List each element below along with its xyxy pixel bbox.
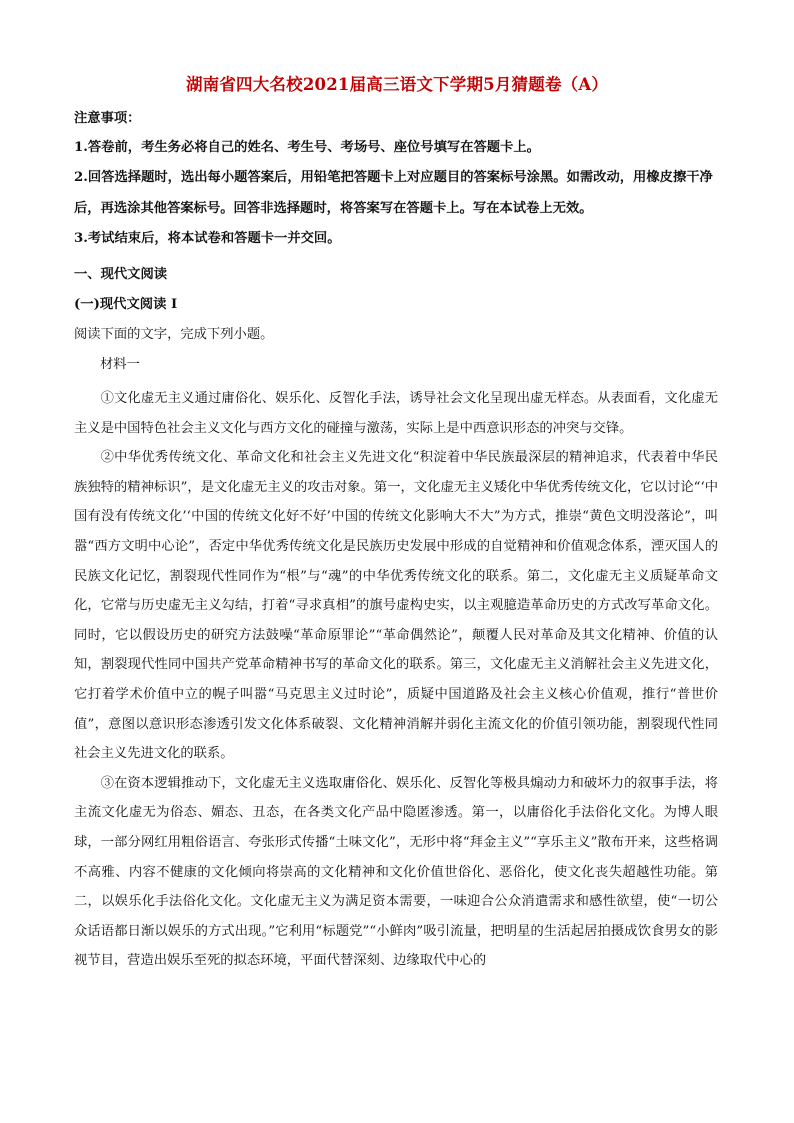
document-title: 湖南省四大名校2021届高三语文下学期5月猜题卷（A） <box>185 75 609 94</box>
instruction-text: 阅读下面的文字，完成下列小题。 <box>74 327 274 342</box>
notice-heading: 注意事项： <box>74 111 141 126</box>
notice-item-3: 3.考试结束后，将本试卷和答题卡一并交回。 <box>74 230 341 246</box>
notice-list <box>74 133 718 254</box>
notice-item-2: 2.回答选择题时，选出每小题答案后，用铅笔把答题卡上对应题目的答案标号涂黑。如需改动，用橡皮擦干净后，再选涂其他答案标号。回答非选择题时，将答案写在答题卡上。写在本试卷上无效。 <box>74 170 713 216</box>
paragraph-1: ①文化虚无主义通过庸俗化、娱乐化、反智化手法，诱导社会文化呈现出虚无样态。从表面看，文化虚无主义是中国特色社会主义文化与西方文化的碰撞与激荡，实际上是中西意识形态的冲突与交锋。 <box>74 391 718 436</box>
material-label: 材料一 <box>100 357 140 372</box>
section-heading: 一、现代文阅读 <box>74 267 168 282</box>
paragraph-3: ③在资本逻辑推动下，文化虚无主义选取庸俗化、娱乐化、反智化等极具煽动力和破坏力的叙事手法，将主流文化虚无为俗态、媚态、丑态，在各类文化产品中隐匿渗透。第一，以庸俗化手法俗化文化。为博人眼球，一部分网红用粗俗语言、夸张形式传播“土味文化”，无形中将“拜金主义”“享乐主义”散布开来，这些格调不高雅、内容不健康的文化倾向将崇高的文化精神和文化价值世俗化、恶俗化，使文化丧失超越性功能。第二，以娱乐化手法俗化文化。文化虚无主义为满足资本需要，一味迎合公众消遣需求和感性欲望，使“一切公众话语都日渐以娱乐的方式出现。”它利用“标题党”“小鲜肉”吸引流量，把明星的生活起居拍摄成饮食男女的影视节目，营造出娱乐至死的拟态环境，平面代替深刻、边缘取代中心的 <box>74 775 718 969</box>
subsection-heading: (一)现代文阅读 I <box>74 297 178 312</box>
notice-item-1: 1.答卷前，考生务必将自己的姓名、考生号、考场号、座位号填写在答题卡上。 <box>74 140 540 155</box>
paragraph-2: ②中华优秀传统文化、革命文化和社会主义先进文化“积淀着中华民族最深层的精神追求，代表着中华民族独特的精神标识”，是文化虚无主义的攻击对象。第一，文化虚无主义矮化中华优秀传统文化，它以讨论“‘中国有没有传统文化’‘中国的传统文化好不好’中国的传统文化影响大不大”为方式，推崇“黄色文明没落论”，叫嚣“西方文明中心论”，否定中华优秀传统文化是民族历史发展中形成的自觉精神和价值观念体系，湮灭国人的民族文化记忆，割裂现代性同作为“根”与“魂”的中华优秀传统文化的联系。第二，文化虚无主义质疑革命文化，它常与历史虚无主义勾结，打着“寻求真相”的旗号虚构史实，以主观臆造革命历史的方式改写革命文化。同时，它以假设历史的研究方法鼓噪“革命原罪论”“革命偶然论”，颠覆人民对革命及其文化精神、价值的认知，割裂现代性同中国共产党革命精神书写的革命文化的联系。第三，文化虚无主义消解社会主义先进文化，它打着学术价值中立的幌子叫嚣“马克思主义过时论”，质疑中国道路及社会主义核心价值观，推行“普世价值”，意图以意识形态渗透引发文化体系破裂、文化精神消解并弱化主流文化的价值引领功能，割裂现代性同社会主义先进文化的联系。 <box>74 450 718 762</box>
article-body <box>74 384 718 976</box>
